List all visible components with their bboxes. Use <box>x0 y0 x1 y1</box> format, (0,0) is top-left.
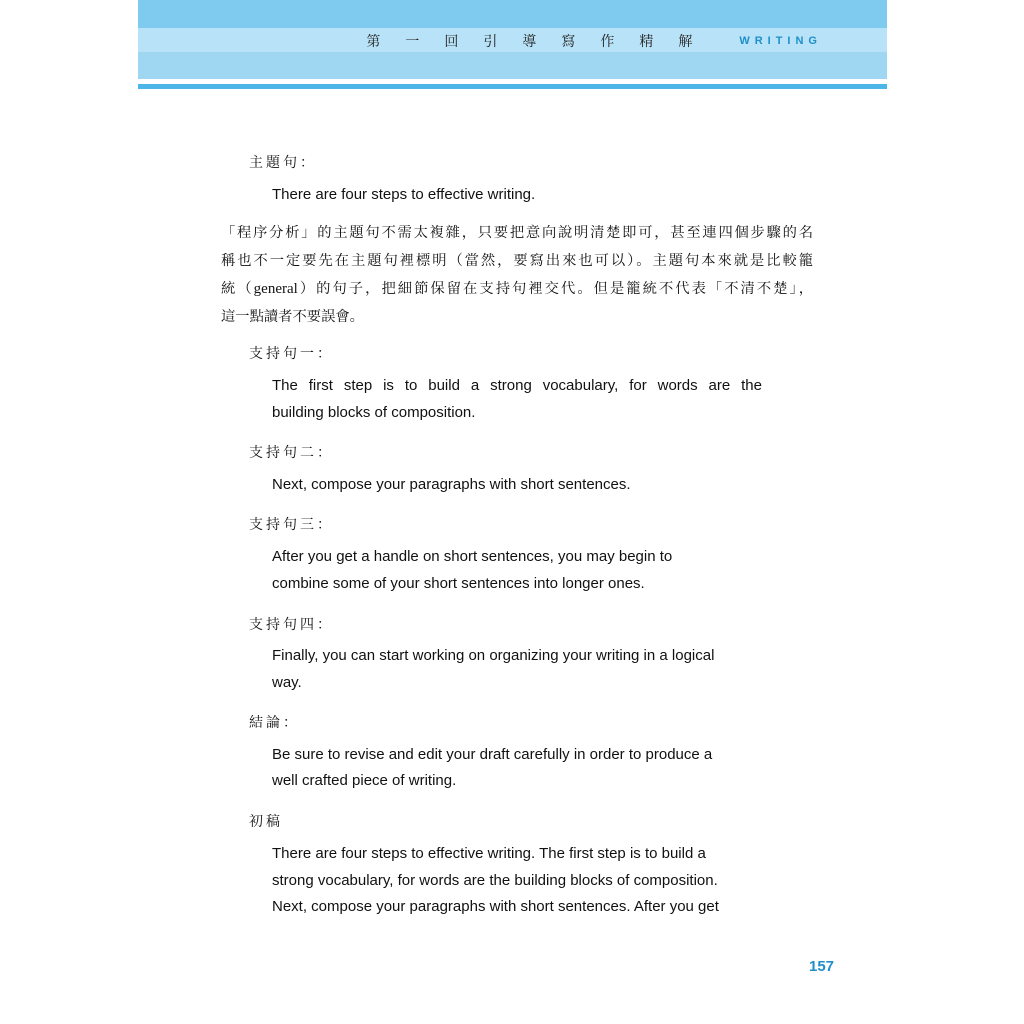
conclusion-label: 結論： <box>249 715 300 731</box>
chapter-title-zh: 第一回引導寫作精解 <box>366 34 718 50</box>
term-general: general <box>253 281 298 297</box>
analysis-line: 這一點讀者不要誤會。 <box>221 309 364 325</box>
header-rule <box>138 84 887 89</box>
support1-line: building blocks of composition. <box>272 404 476 421</box>
support4-label: 支持句四： <box>249 617 334 633</box>
page-number: 157 <box>809 958 835 975</box>
analysis-line: 「程序分析」的主題句不需太複雜，只要把意向說明清楚即可，甚至連四個步驟的名 <box>221 225 813 241</box>
conclusion-line: well crafted piece of writing. <box>272 772 457 789</box>
support2-line: Next, compose your paragraphs with short sentences. <box>272 476 631 493</box>
support2-label: 支持句二： <box>249 445 334 461</box>
draft-line: There are four steps to effective writing. The first step is to build a <box>272 845 706 862</box>
header-band-top <box>138 0 887 28</box>
chapter-heading <box>366 31 822 51</box>
topic-sentence: There are four steps to effective writing. <box>272 186 536 203</box>
support3-label: 支持句三： <box>249 517 334 533</box>
analysis-line: 稱也不一定要先在主題句裡標明（當然，要寫出來也可以）。主題句本來就是比較籠 <box>221 253 813 269</box>
page-header <box>138 0 887 90</box>
support1-line: The first step is to build a strong vocabulary, for words are the <box>272 377 762 394</box>
chapter-title-en: WRITING <box>739 35 822 47</box>
support3-line: After you get a handle on short sentences, you may begin to <box>272 548 673 565</box>
support1-label: 支持句一： <box>249 346 334 362</box>
conclusion-line: Be sure to revise and edit your draft carefully in order to produce a <box>272 746 713 763</box>
header-band-bottom <box>138 52 887 79</box>
topic-sentence-label: 主題句： <box>249 155 317 171</box>
support4-line: way. <box>272 674 302 691</box>
support3-line: combine some of your short sentences into longer ones. <box>272 575 645 592</box>
draft-label: 初稿 <box>249 814 283 830</box>
support4-line: Finally, you can start working on organizing your writing in a logical <box>272 647 715 664</box>
draft-line: strong vocabulary, for words are the building blocks of composition. <box>272 872 718 889</box>
analysis-paragraph <box>221 219 813 331</box>
analysis-line: 統（general）的句子，把細節保留在支持句裡交代。但是籠統不代表「不清不楚」， <box>221 281 813 297</box>
draft-line: Next, compose your paragraphs with short sentences. After you get <box>272 898 719 915</box>
